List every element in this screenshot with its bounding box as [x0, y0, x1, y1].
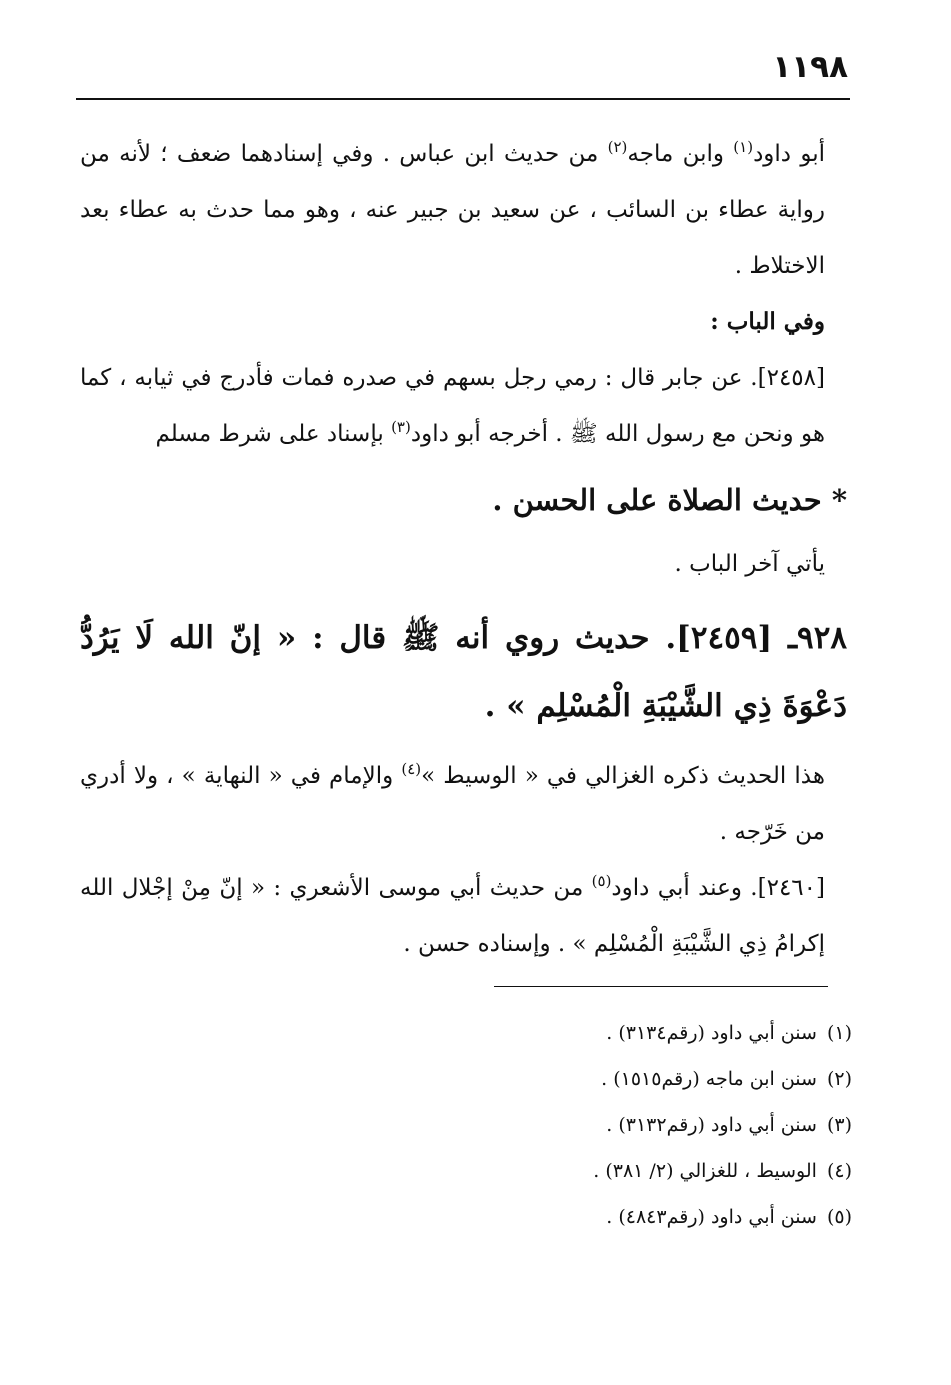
hadith-entry-heading: ٩٢٨ـ [٢٤٥٩]. حديث روي أنه ﷺ قال : « إنّ الله لَا يَرُدُّ دَعْوَةَ ذِي الشَّيْبَةِ الْمُسْلِم » . [80, 620, 847, 724]
footnote-item [492, 1056, 852, 1102]
footnote-rule [494, 986, 828, 987]
section-label: وفي الباب : [710, 308, 825, 335]
footnote-ref-3: (٣) [391, 418, 411, 436]
paragraph-text: من حديث أبي موسى الأشعري : « إنّ مِنْ إجْلال الله إكرامُ ذِي الشَّيْبَةِ الْمُسْلِم » . وإسناده حسن . [80, 875, 825, 957]
paragraph-text: بإسناد على شرط مسلم [155, 421, 392, 447]
header-rule [76, 98, 850, 100]
footnote-text: سنن أبي داود (رقم٣١٣٤) . [606, 1022, 817, 1044]
paragraph-text: والإمام في « النهاية » ، ولا أدري من خَرّجه . [80, 763, 825, 845]
paragraph-hadith-sources [80, 126, 847, 294]
paragraph-abu-musa [80, 860, 847, 972]
footnote-ref-2: (٢) [607, 138, 628, 156]
section-heading: * حديث الصلاة على الحسن . [492, 483, 847, 517]
footnote-number: (٤) [826, 1160, 852, 1182]
paragraph-text: من حديث ابن عباس . وفي إسنادهما ضعف ؛ لأنه من رواية عطاء بن السائب ، عن سعيد بن جبير عنه ، وهو مما حدث به عطاء بعد الاختلاط . [80, 141, 825, 279]
page-number: ١١٩٨ [772, 49, 848, 85]
paragraph-text: [٢٤٥٨]. عن جابر قال : رمي رجل بسهم في صدره فمات فأدرج في ثيابه ، كما هو ونحن مع رسول الله ﷺ . أخرجه أبو داود [80, 365, 825, 447]
footnote-ref-4: (٤) [401, 760, 422, 778]
section-note: يأتي آخر الباب . [674, 551, 825, 577]
footnote-number: (٢) [826, 1068, 852, 1090]
paragraph-text: هذا الحديث ذكره الغزالي في « الوسيط » [421, 763, 825, 789]
footnote-text: سنن أبي داود (رقم٣١٣٢) . [606, 1114, 817, 1136]
footnote-item [492, 1194, 852, 1240]
footnote-text: سنن ابن ماجه (رقم١٥١٥) . [601, 1068, 817, 1090]
footnotes [492, 1010, 852, 1240]
footnote-number: (٥) [826, 1206, 852, 1228]
main-text [80, 126, 847, 972]
footnote-text: الوسيط ، للغزالي (٢/ ٣٨١) . [593, 1160, 817, 1182]
footnote-ref-1: (١) [733, 138, 754, 156]
footnote-item [492, 1102, 852, 1148]
paragraph-text: أبو داود [753, 141, 826, 167]
footnote-item [492, 1010, 852, 1056]
paragraph-jabir [80, 350, 847, 462]
footnote-text: سنن أبي داود (رقم٤٨٤٣) . [606, 1206, 817, 1228]
footnote-number: (٣) [826, 1114, 852, 1136]
footnote-item [492, 1148, 852, 1194]
paragraph-text: وابن ماجه [627, 141, 734, 167]
footnote-ref-5: (٥) [591, 872, 612, 890]
paragraph-text: [٢٤٦٠]. وعند أبي داود [611, 875, 825, 901]
paragraph-ghazali [80, 748, 847, 860]
footnote-number: (١) [826, 1022, 852, 1044]
